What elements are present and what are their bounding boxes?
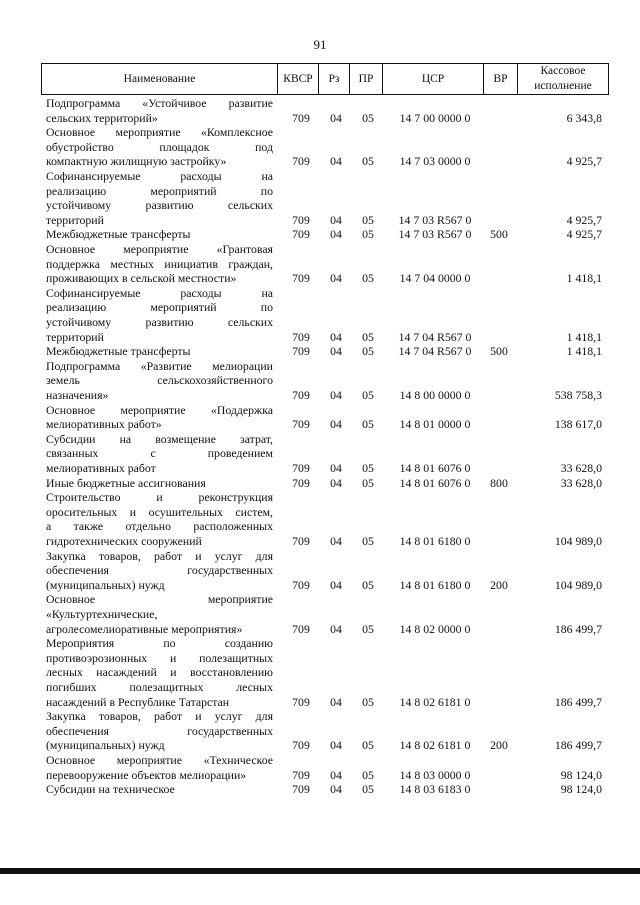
row-name-line: перевооружение объектов мелиорации»	[46, 767, 247, 782]
row-vr: 500	[490, 227, 508, 242]
row-pr: 05	[362, 110, 374, 125]
row-name-line: Субсидии на техническое	[46, 782, 175, 797]
row-name	[46, 782, 273, 797]
row-name-line: Основное мероприятие «Грантовая	[46, 242, 273, 256]
row-vr: 200	[490, 577, 508, 592]
row-name	[46, 636, 273, 709]
row-name-line: Субсидии на возмещение затрат,	[46, 431, 273, 446]
row-csr: 14 8 01 6180 0	[399, 533, 471, 548]
row-kvsr: 709	[292, 329, 310, 344]
row-csr: 14 8 02 0000 0	[399, 621, 471, 636]
row-sum: 104 989,0	[554, 533, 602, 548]
row-rz: 04	[330, 767, 342, 782]
row-sum: 98 124,0	[560, 782, 602, 797]
table-row	[0, 125, 640, 169]
row-name-line: Основное мероприятие «Комплексное	[46, 125, 273, 140]
row-name-line: а также отдельно расположенных	[46, 519, 273, 534]
row-rz: 04	[330, 738, 342, 753]
row-pr: 05	[362, 738, 374, 753]
row-name	[46, 403, 273, 432]
row-rz: 04	[330, 782, 342, 797]
row-name-line: Закупка товаров, работ и услуг для	[46, 548, 273, 563]
table-row	[0, 344, 640, 359]
table-row	[0, 782, 640, 797]
table-row	[0, 549, 640, 593]
row-name-line: Софинансируемые расходы на	[46, 169, 273, 183]
row-name-line: (муниципальных) нужд	[46, 738, 165, 753]
row-csr: 14 8 01 6180 0	[399, 577, 471, 592]
table-row	[0, 227, 640, 242]
row-sum: 104 989,0	[554, 577, 602, 592]
table-row	[0, 286, 640, 344]
header-csr: ЦСР	[421, 72, 445, 85]
row-vr: 800	[490, 475, 508, 490]
row-name-line: Основное мероприятие	[46, 592, 273, 607]
row-name-line: Подпрограмма «Устойчивое развитие	[46, 96, 273, 110]
row-kvsr: 709	[292, 387, 310, 402]
row-rz: 04	[330, 694, 342, 709]
header-rz: Рз	[328, 72, 340, 85]
row-rz: 04	[330, 387, 342, 402]
row-sum: 186 499,7	[554, 738, 602, 753]
row-name	[46, 753, 273, 782]
row-pr: 05	[362, 344, 374, 359]
row-rz: 04	[330, 329, 342, 344]
row-name	[46, 125, 273, 169]
row-name-line: мелиоративных работ	[46, 460, 156, 475]
row-pr: 05	[362, 475, 374, 490]
row-name-line: территорий	[46, 212, 104, 227]
row-name-line: Софинансируемые расходы на	[46, 285, 273, 300]
row-name-line: компактную жилищную застройку»	[46, 154, 227, 169]
row-name-line: обеспечения государственных	[46, 723, 273, 738]
table-row	[0, 709, 640, 753]
table-row	[0, 476, 640, 491]
row-rz: 04	[330, 621, 342, 636]
row-csr: 14 7 03 R567 0	[398, 212, 472, 227]
row-kvsr: 709	[292, 227, 310, 242]
row-rz: 04	[330, 271, 342, 286]
row-rz: 04	[330, 533, 342, 548]
table-row	[0, 96, 640, 125]
row-sum: 4 925,7	[566, 227, 602, 242]
row-kvsr: 709	[292, 738, 310, 753]
row-pr: 05	[362, 460, 374, 475]
row-kvsr: 709	[292, 767, 310, 782]
row-pr: 05	[362, 694, 374, 709]
row-name-line: оросительных и осушительных систем,	[46, 504, 273, 519]
table-row	[0, 359, 640, 403]
row-name	[46, 242, 273, 286]
table-row	[0, 169, 640, 227]
row-name-line: обустройство площадок под	[46, 139, 273, 154]
row-name-line: земель сельскохозяйственного	[46, 373, 273, 388]
row-pr: 05	[362, 767, 374, 782]
table-row	[0, 490, 640, 548]
row-name-line: проживающих в сельской местности»	[46, 271, 237, 286]
row-pr: 05	[362, 154, 374, 169]
row-sum: 33 628,0	[560, 460, 602, 475]
row-name	[46, 169, 273, 227]
row-rz: 04	[330, 227, 342, 242]
row-name-line: территорий	[46, 329, 104, 344]
row-name-line: устойчивому развитию сельских	[46, 198, 273, 213]
row-sum: 1 418,1	[566, 329, 602, 344]
page-number: 91	[313, 37, 327, 52]
table-row	[0, 592, 640, 636]
row-pr: 05	[362, 417, 374, 432]
table-row	[0, 242, 640, 286]
row-vr: 500	[490, 344, 508, 359]
row-pr: 05	[362, 271, 374, 286]
row-rz: 04	[330, 344, 342, 359]
row-name-line: Строительство и реконструкция	[46, 490, 273, 505]
row-csr: 14 8 02 6181 0	[399, 738, 471, 753]
row-rz: 04	[330, 212, 342, 227]
row-name-line: Закупка товаров, работ и услуг для	[46, 709, 273, 724]
row-name-line: Мероприятия по созданию	[46, 636, 273, 651]
row-sum: 98 124,0	[560, 767, 602, 782]
row-kvsr: 709	[292, 533, 310, 548]
row-csr: 14 8 01 6076 0	[399, 460, 471, 475]
row-name-line: устойчивому развитию сельских	[46, 314, 273, 329]
row-name-line: гидротехнических сооружений	[46, 533, 202, 548]
row-name	[46, 432, 273, 476]
row-kvsr: 709	[292, 460, 310, 475]
row-name-line: реализацию мероприятий по	[46, 300, 273, 315]
row-pr: 05	[362, 782, 374, 797]
row-csr: 14 7 03 R567 0	[398, 227, 472, 242]
row-name	[46, 96, 273, 125]
row-kvsr: 709	[292, 694, 310, 709]
header-kvsr: КВСР	[283, 72, 313, 85]
row-name-line: Межбюджетные трансферты	[46, 227, 191, 242]
row-csr: 14 7 04 R567 0	[398, 329, 472, 344]
row-csr: 14 8 03 0000 0	[399, 767, 471, 782]
row-kvsr: 709	[292, 417, 310, 432]
row-name	[46, 286, 273, 344]
row-pr: 05	[362, 387, 374, 402]
row-name	[46, 709, 273, 753]
row-name-line: реализацию мероприятий по	[46, 183, 273, 198]
row-sum: 6 343,8	[566, 110, 602, 125]
row-name	[46, 344, 273, 359]
header-name: Наименование	[123, 72, 196, 85]
header-pr: ПР	[358, 72, 374, 85]
row-name-line: обеспечения государственных	[46, 563, 273, 578]
row-sum: 186 499,7	[554, 621, 602, 636]
row-sum: 1 418,1	[566, 344, 602, 359]
row-csr: 14 7 03 0000 0	[399, 154, 471, 169]
row-sum: 4 925,7	[566, 212, 602, 227]
row-kvsr: 709	[292, 212, 310, 227]
row-rz: 04	[330, 460, 342, 475]
row-name-line: Подпрограмма «Развитие мелиорации	[46, 358, 273, 373]
table-row	[0, 636, 640, 709]
row-pr: 05	[362, 227, 374, 242]
row-kvsr: 709	[292, 154, 310, 169]
row-name	[46, 476, 273, 491]
row-kvsr: 709	[292, 621, 310, 636]
row-csr: 14 7 00 0000 0	[399, 110, 471, 125]
row-vr: 200	[490, 738, 508, 753]
row-csr: 14 8 00 0000 0	[399, 387, 471, 402]
row-sum: 538 758,3	[554, 387, 602, 402]
header-vr: ВР	[493, 72, 508, 85]
table-row	[0, 432, 640, 476]
row-pr: 05	[362, 329, 374, 344]
row-name-line: лесных насаждений и восстановлению	[46, 665, 273, 680]
row-rz: 04	[330, 417, 342, 432]
row-name-line: «Культуртехнические,	[46, 606, 158, 621]
row-pr: 05	[362, 621, 374, 636]
row-name-line: насаждений в Республике Татарстан	[46, 694, 230, 709]
row-name-line: мелиоративных работ»	[46, 417, 162, 432]
row-name	[46, 227, 273, 242]
row-name-line: Иные бюджетные ассигнования	[46, 475, 206, 490]
row-rz: 04	[330, 475, 342, 490]
row-kvsr: 709	[292, 110, 310, 125]
row-pr: 05	[362, 533, 374, 548]
row-sum: 4 925,7	[566, 154, 602, 169]
row-sum: 138 617,0	[554, 417, 602, 432]
row-pr: 05	[362, 577, 374, 592]
row-name-line: (муниципальных) нужд	[46, 577, 165, 592]
row-name-line: Основное мероприятие «Техническое	[46, 753, 273, 767]
header-sum: Кассовое исполнение	[534, 65, 592, 92]
row-name-line: Межбюджетные трансферты	[46, 344, 191, 359]
row-name-line: поддержка местных инициатив граждан,	[46, 256, 273, 271]
row-kvsr: 709	[292, 577, 310, 592]
row-name-line: погибших полезащитных лесных	[46, 679, 273, 694]
row-csr: 14 8 01 6076 0	[399, 475, 471, 490]
row-rz: 04	[330, 577, 342, 592]
row-kvsr: 709	[292, 344, 310, 359]
row-sum: 1 418,1	[566, 271, 602, 286]
table-row	[0, 403, 640, 432]
row-csr: 14 8 03 6183 0	[399, 782, 471, 797]
row-sum: 33 628,0	[560, 475, 602, 490]
row-csr: 14 7 04 R567 0	[398, 344, 472, 359]
row-name-line: противоэрозионных и полезащитных	[46, 650, 273, 665]
row-csr: 14 7 04 0000 0	[399, 271, 471, 286]
table-row	[0, 753, 640, 782]
row-kvsr: 709	[292, 271, 310, 286]
row-name-line: Основное мероприятие «Поддержка	[46, 402, 273, 417]
row-csr: 14 8 01 0000 0	[399, 417, 471, 432]
scan-edge	[0, 868, 640, 874]
row-name-line: назначения»	[46, 387, 109, 402]
table-header	[41, 63, 609, 95]
row-rz: 04	[330, 154, 342, 169]
row-sum: 186 499,7	[554, 694, 602, 709]
row-name-line: сельских территорий»	[46, 110, 158, 125]
row-name	[46, 549, 273, 593]
row-name	[46, 490, 273, 548]
row-name-line: связанных с проведением	[46, 446, 273, 461]
row-pr: 05	[362, 212, 374, 227]
row-name	[46, 592, 273, 636]
row-kvsr: 709	[292, 475, 310, 490]
row-kvsr: 709	[292, 782, 310, 797]
row-name-line: агролесомелиоративные мероприятия»	[46, 621, 243, 636]
row-rz: 04	[330, 110, 342, 125]
row-csr: 14 8 02 6181 0	[399, 694, 471, 709]
row-name	[46, 359, 273, 403]
